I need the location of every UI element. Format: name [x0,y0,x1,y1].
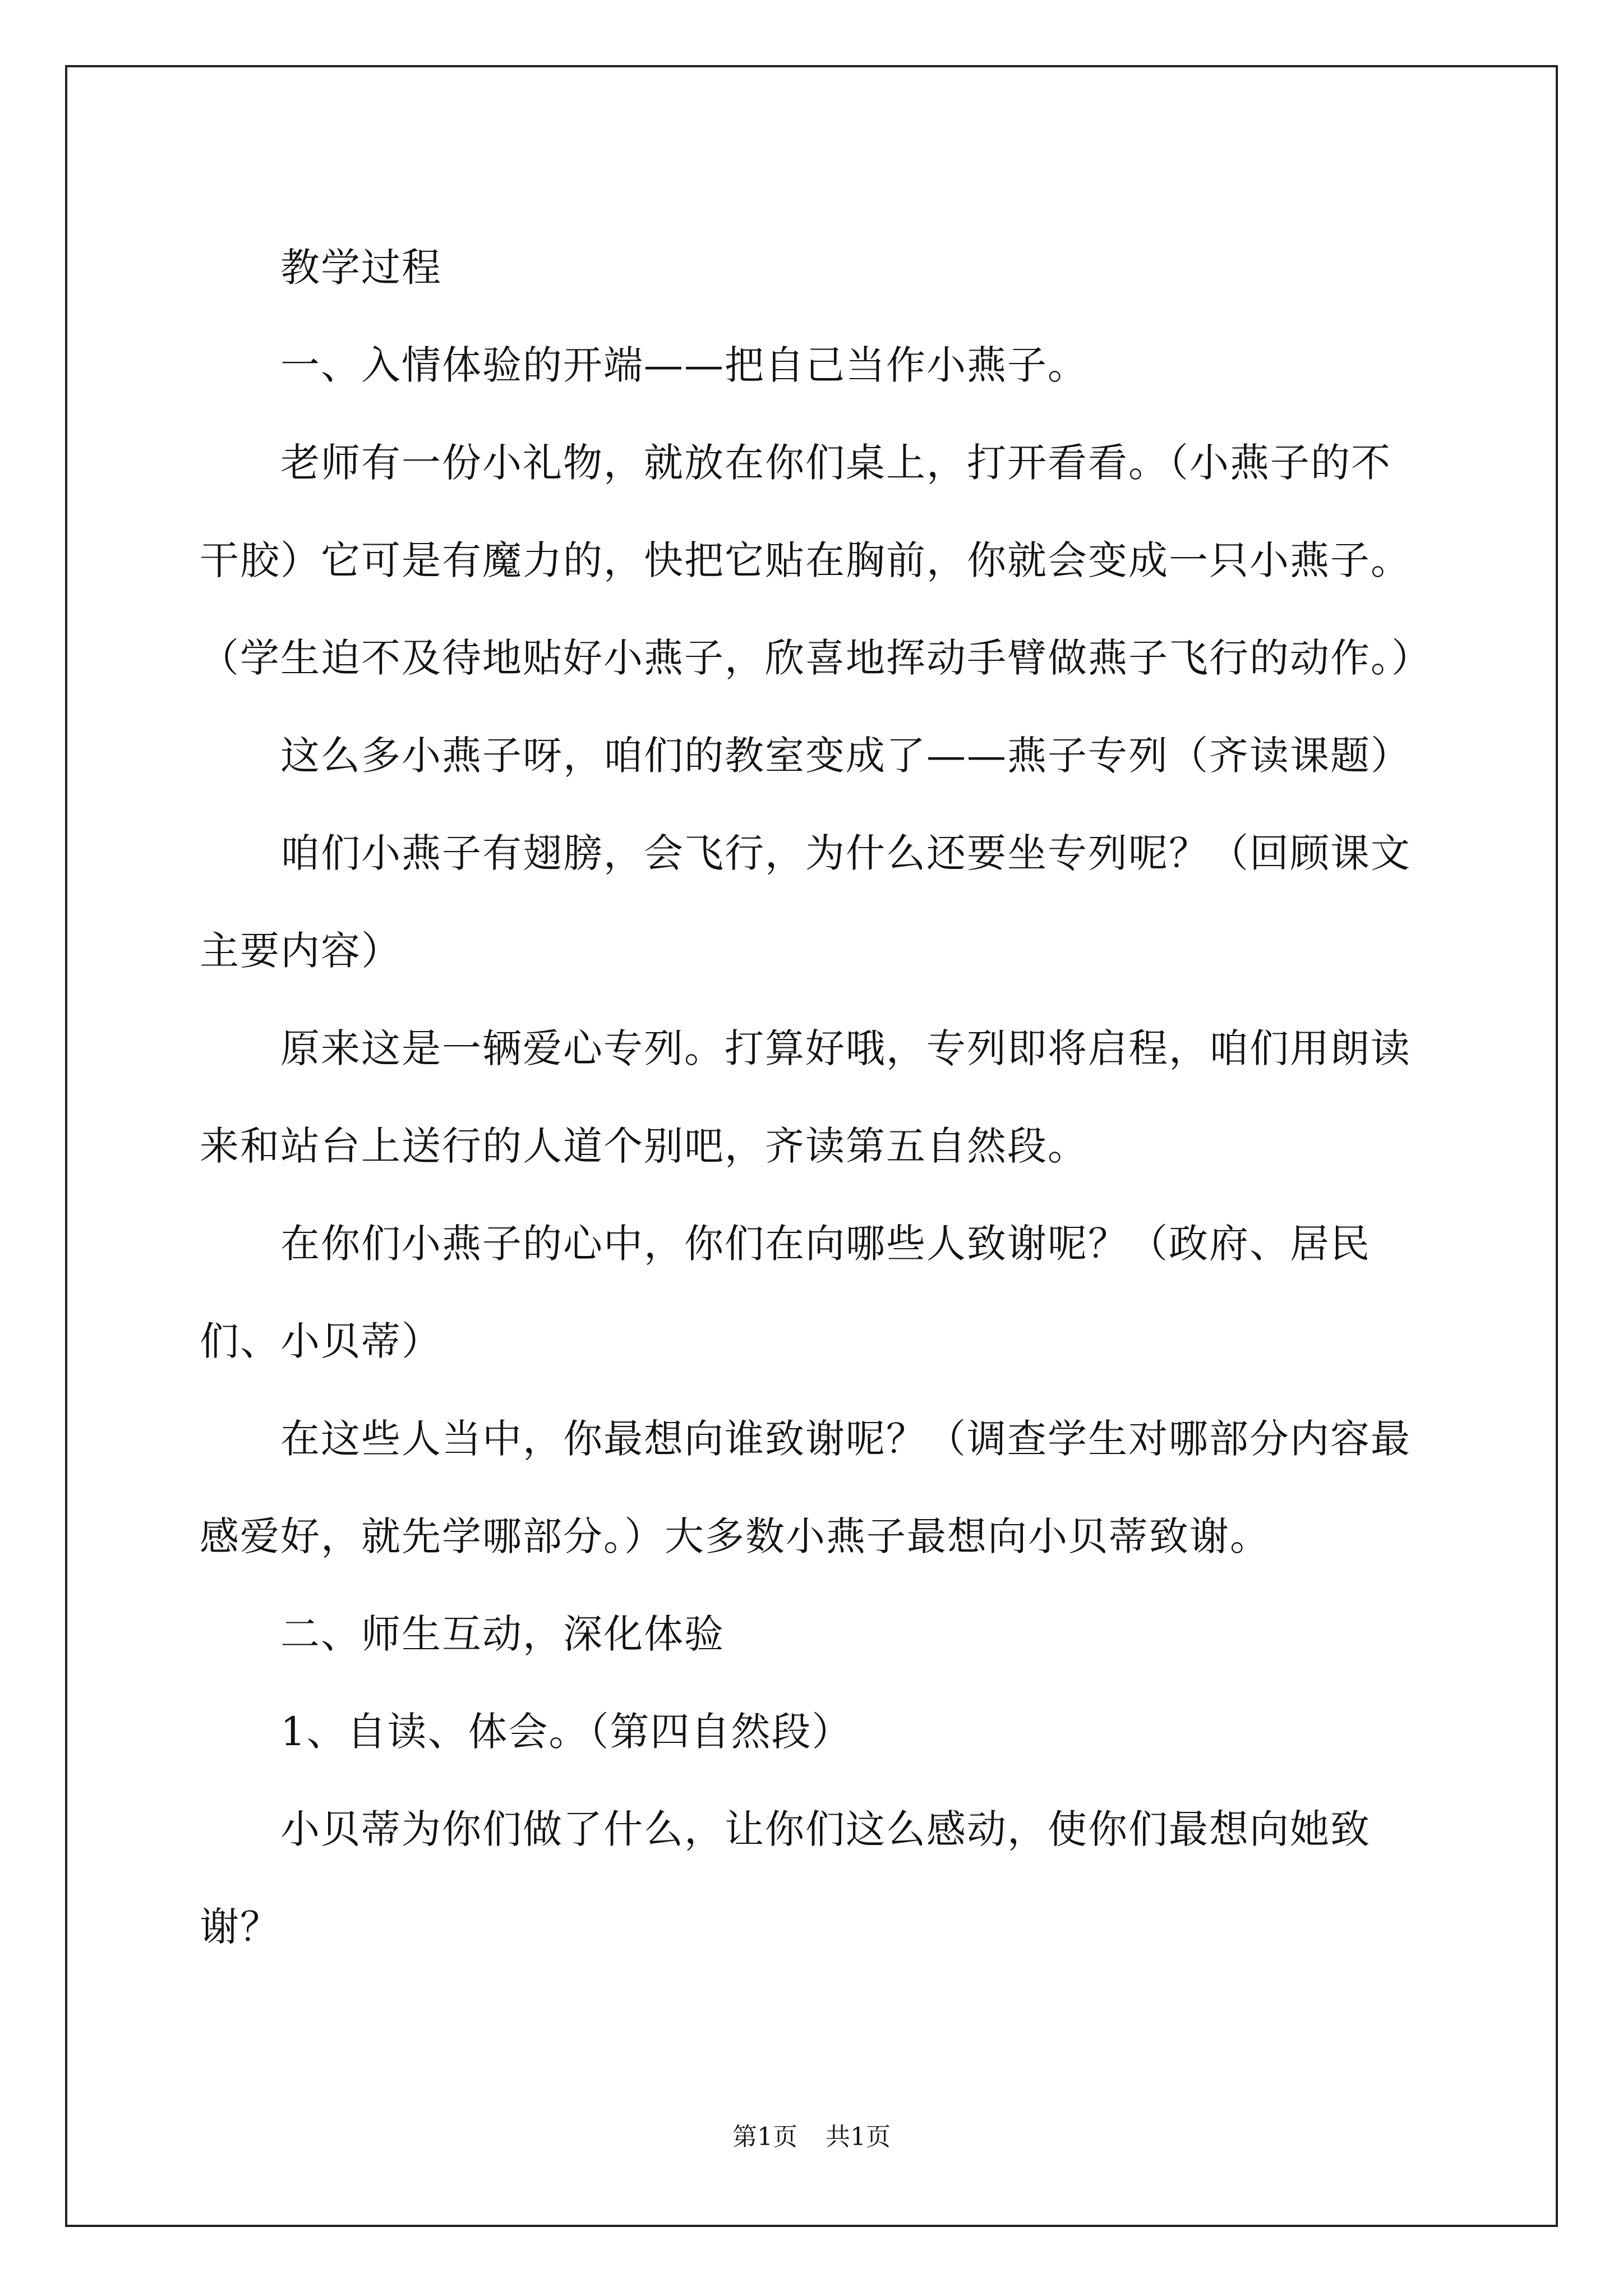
paragraph: 原来这是一辆爱心专列。打算好哦，专列即将启程，咱们用朗读来和站台上送行的人道个别吧，齐读第五自然段。 [200,1025,1411,1169]
page-number: 第1页 [732,2123,797,2151]
section-heading-part-one: 一、入情体验的开端——把自己当作小燕子。 [280,342,1088,388]
subsection-heading: 1、自读、体会。（第四自然段） [280,1709,852,1755]
paragraph: 小贝蒂为你们做了什么，让你们这么感动，使你们最想向她致谢？ [200,1806,1371,1950]
section-heading-teaching-process: 教学过程 [280,245,442,291]
paragraph: 在这些人当中，你最想向谁致谢呢？（调查学生对哪部分内容最感爱好，就先学哪部分。）大多数小燕子最想向小贝蒂致谢。 [200,1416,1411,1559]
section-heading-part-two: 二、师生互动，深化体验 [280,1611,725,1657]
paragraph: 在你们小燕子的心中，你们在向哪些人致谢呢？（政府、居民们、小贝蒂） [200,1221,1371,1364]
document-body [200,219,1432,1976]
paragraph: 咱们小燕子有翅膀，会飞行，为什么还要坐专列呢？（回顾课文主要内容） [200,830,1411,974]
page-total: 共1页 [826,2123,891,2151]
page-footer [0,2120,1623,2154]
paragraph: 老师有一份小礼物，就放在你们桌上，打开看看。（小燕子的不干胶）它可是有魔力的，快把它贴在胸前，你就会变成一只小燕子。（学生迫不及待地贴好小燕子，欣喜地挥动手臂做燕子飞行的动作。） [200,440,1432,681]
paragraph: 这么多小燕子呀，咱们的教室变成了——燕子专列（齐读课题） [280,733,1411,779]
